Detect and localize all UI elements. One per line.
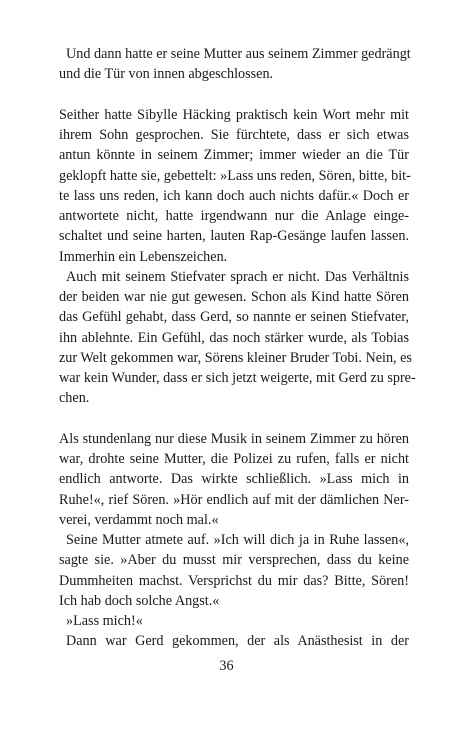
text-line: Seine Mutter atmete auf. »Ich will dich ja in Ruhe lassen«, — [66, 532, 409, 548]
text-line: antwortete nicht, hatte irgendwann nur die Anlage einge- — [59, 208, 409, 224]
text-line: der beiden war nie gut gewesen. Schon als Kind hatte Sören — [59, 289, 409, 305]
text-line: Als stundenlang nur diese Musik in seinem Zimmer zu hören — [59, 430, 409, 447]
paragraph-gap — [59, 409, 409, 429]
text-line: Ich hab doch solche Angst.« — [59, 592, 220, 609]
text-line: verei, verdammt noch mal.« — [59, 511, 219, 528]
text-line: zur Welt gekommen war, Sörens kleiner Bruder Tobi. Nein, es — [59, 349, 412, 366]
text-line: schaltet und seine harten, lauten Rap-Gesänge laufen lassen. — [59, 228, 409, 245]
text-line: endlich antworte. Das wirkte schließlich. »Lass mich in — [59, 471, 409, 488]
text-line: chen. — [59, 390, 90, 407]
text-line: geklopft hatte sie, gebettelt: »Lass uns reden, Sören, bitte, bit- — [59, 167, 411, 184]
text-line: sagte sie. »Aber du musst mir versprechen, dass du keine — [59, 552, 409, 569]
text-line: und die Tür von innen abgeschlossen. — [59, 66, 274, 83]
text-line: war, drohte seine Mutter, die Polizei zu rufen, falls er nicht — [59, 451, 409, 467]
page-body — [59, 44, 416, 652]
text-line: Immerhin ein Lebenszeichen. — [59, 248, 228, 265]
text-line: das Gefühl gehabt, dass Gerd, so nannte er seinen Stiefvater, — [59, 309, 409, 326]
text-line: Dann war Gerd gekommen, der als Anästhesist in der — [66, 633, 409, 650]
text-line: Auch mit seinem Stiefvater sprach er nicht. Das Verhältnis — [66, 268, 409, 285]
page-number: 36 — [219, 658, 234, 674]
text-line: Seither hatte Sibylle Häcking praktisch kein Wort mehr mit — [59, 106, 409, 123]
text-line: »Lass mich!« — [66, 613, 143, 629]
text-line: ihrem Sohn gesprochen. Sie fürchtete, dass er sich etwas — [59, 127, 409, 143]
text-line: Ruhe!«, rief Sören. »Hör endlich auf mit der dämlichen Ner- — [59, 491, 409, 508]
text-line: war kein Wunder, dass er sich jetzt weigerte, mit Gerd zu spre- — [59, 370, 416, 386]
text-line: ihn ablehnte. Ein Gefühl, das noch stärker wurde, als Tobias — [59, 329, 409, 346]
text-line: antun könnte in seinem Zimmer; immer wieder an die Tür — [59, 147, 409, 164]
text-line: Und dann hatte er seine Mutter aus seinem Zimmer gedrängt — [66, 46, 411, 62]
text-line: Dummheiten machst. Versprichst du mir das? Bitte, Sören! — [59, 572, 409, 589]
text-line: te lass uns reden, ich kann doch auch nichts dafür.« Doch er — [59, 187, 409, 204]
paragraph-gap — [59, 85, 409, 105]
